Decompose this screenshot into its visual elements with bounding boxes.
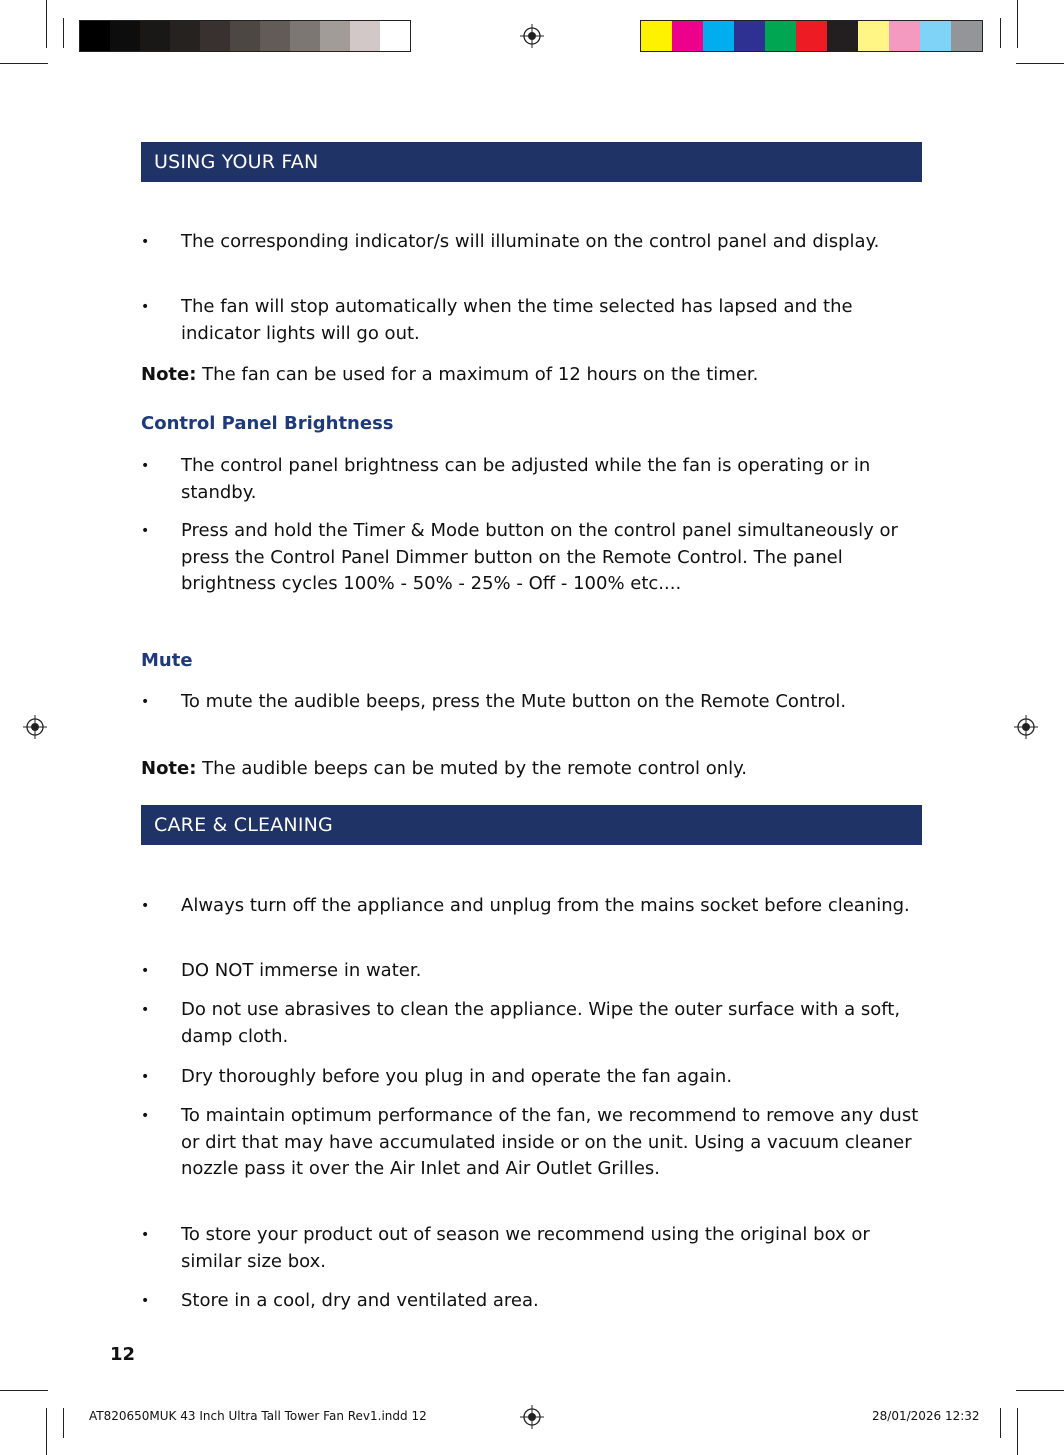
color-swatch xyxy=(889,21,920,51)
bullet-text: To mute the audible beeps, press the Mute button on the Remote Control. xyxy=(181,691,847,712)
registration-mark-icon xyxy=(520,24,544,48)
grayscale-swatch-bar xyxy=(79,20,411,52)
registration-mark-icon xyxy=(1014,715,1038,739)
color-swatch xyxy=(734,21,765,51)
bullet-text: Do not use abrasives to clean the appliance. Wipe the outer surface with a soft, damp cloth. xyxy=(181,999,901,1047)
subheading-brightness: Control Panel Brightness xyxy=(141,413,394,434)
bullet-text: Store in a cool, dry and ventilated area. xyxy=(181,1290,539,1311)
bullet-icon: • xyxy=(141,299,150,315)
crop-mark-br-v2 xyxy=(1000,1408,1001,1438)
list-item xyxy=(141,1222,931,1275)
footer-file-name: AT820650MUK 43 Inch Ultra Tall Tower Fan Rev1.indd 12 xyxy=(89,1409,427,1423)
bullet-icon: • xyxy=(141,1069,150,1085)
list-item xyxy=(141,518,931,598)
color-swatch xyxy=(200,21,230,51)
list-item xyxy=(141,1288,931,1315)
crop-mark-br-v xyxy=(1017,1408,1018,1455)
bullet-text: Press and hold the Timer & Mode button on the control panel simultaneously or press the Control Panel Dimmer button on the Remote Control. The panel brightness cycles 100% - 50% - 25% - Off - 100% etc.... xyxy=(181,520,898,594)
list-item xyxy=(141,1103,931,1183)
list-item xyxy=(141,294,931,347)
crop-mark-bl-v xyxy=(46,1408,47,1455)
bullet-icon: • xyxy=(141,694,150,710)
color-swatch xyxy=(951,21,982,51)
color-swatch xyxy=(858,21,889,51)
bullet-icon: • xyxy=(141,1002,150,1018)
list-item xyxy=(141,229,931,256)
crop-mark-br-h xyxy=(1016,1390,1064,1391)
color-swatch xyxy=(920,21,951,51)
bullet-text: DO NOT immerse in water. xyxy=(181,960,422,981)
crop-mark-bl-v2 xyxy=(63,1408,64,1438)
bullet-icon: • xyxy=(141,234,150,250)
color-swatch xyxy=(140,21,170,51)
list-item xyxy=(141,893,931,920)
color-swatch xyxy=(672,21,703,51)
bullet-icon: • xyxy=(141,963,150,979)
list-item xyxy=(141,1064,931,1091)
list-item xyxy=(141,453,931,506)
crop-mark-tl-v xyxy=(46,0,47,48)
bullet-icon: • xyxy=(141,523,150,539)
registration-mark-icon xyxy=(23,715,47,739)
crop-mark-tr-h xyxy=(1016,63,1064,64)
bullet-text: The control panel brightness can be adjusted while the fan is operating or in standby. xyxy=(181,455,871,503)
bullet-icon: • xyxy=(141,458,150,474)
color-swatch xyxy=(641,21,672,51)
registration-mark-icon xyxy=(520,1405,544,1429)
list-item xyxy=(141,997,931,1050)
color-swatch xyxy=(320,21,350,51)
bullet-text: The fan will stop automatically when the time selected has lapsed and the indicator lights will go out. xyxy=(181,296,853,344)
footer-date: 28/01/2026 12:32 xyxy=(872,1409,980,1423)
note-text: The fan can be used for a maximum of 12 hours on the timer. xyxy=(196,364,759,385)
bullet-text: To maintain optimum performance of the fan, we recommend to remove any dust or dirt that may have accumulated inside or on the unit. Using a vacuum cleaner nozzle pass it over the Air Inlet and Air Outlet Grilles. xyxy=(181,1105,919,1179)
page-number: 12 xyxy=(110,1344,136,1365)
subheading-mute: Mute xyxy=(141,650,193,671)
crop-mark-tr-v xyxy=(1017,0,1018,48)
crop-mark-tl-v2 xyxy=(63,18,64,48)
color-swatch xyxy=(80,21,110,51)
color-swatch xyxy=(230,21,260,51)
bullet-icon: • xyxy=(141,1108,150,1124)
bullet-icon: • xyxy=(141,1227,150,1243)
color-swatch xyxy=(796,21,827,51)
note-timer xyxy=(141,361,931,388)
list-item xyxy=(141,689,931,716)
color-swatch xyxy=(380,21,410,51)
color-swatch xyxy=(170,21,200,51)
bullet-text: To store your product out of season we recommend using the original box or similar size box. xyxy=(181,1224,870,1272)
bullet-text: Dry thoroughly before you plug in and operate the fan again. xyxy=(181,1066,733,1087)
color-swatch-bar xyxy=(640,20,983,52)
color-swatch xyxy=(765,21,796,51)
color-swatch xyxy=(703,21,734,51)
section-banner-care-cleaning: CARE & CLEANING xyxy=(141,805,922,845)
color-swatch xyxy=(290,21,320,51)
crop-mark-bl-h xyxy=(0,1390,48,1391)
crop-mark-tr-v2 xyxy=(1000,18,1001,48)
bullet-icon: • xyxy=(141,1293,150,1309)
note-text: The audible beeps can be muted by the remote control only. xyxy=(196,758,747,779)
bullet-text: Always turn off the appliance and unplug from the mains socket before cleaning. xyxy=(181,895,910,916)
note-label: Note: xyxy=(141,758,197,779)
bullet-icon: • xyxy=(141,898,150,914)
note-label: Note: xyxy=(141,364,197,385)
color-swatch xyxy=(110,21,140,51)
color-swatch xyxy=(260,21,290,51)
list-item xyxy=(141,958,931,985)
section-banner-using-fan: USING YOUR FAN xyxy=(141,142,922,182)
crop-mark-tl-h xyxy=(0,63,48,64)
color-swatch xyxy=(827,21,858,51)
note-mute xyxy=(141,755,931,782)
color-swatch xyxy=(350,21,380,51)
bullet-text: The corresponding indicator/s will illuminate on the control panel and display. xyxy=(181,231,880,252)
